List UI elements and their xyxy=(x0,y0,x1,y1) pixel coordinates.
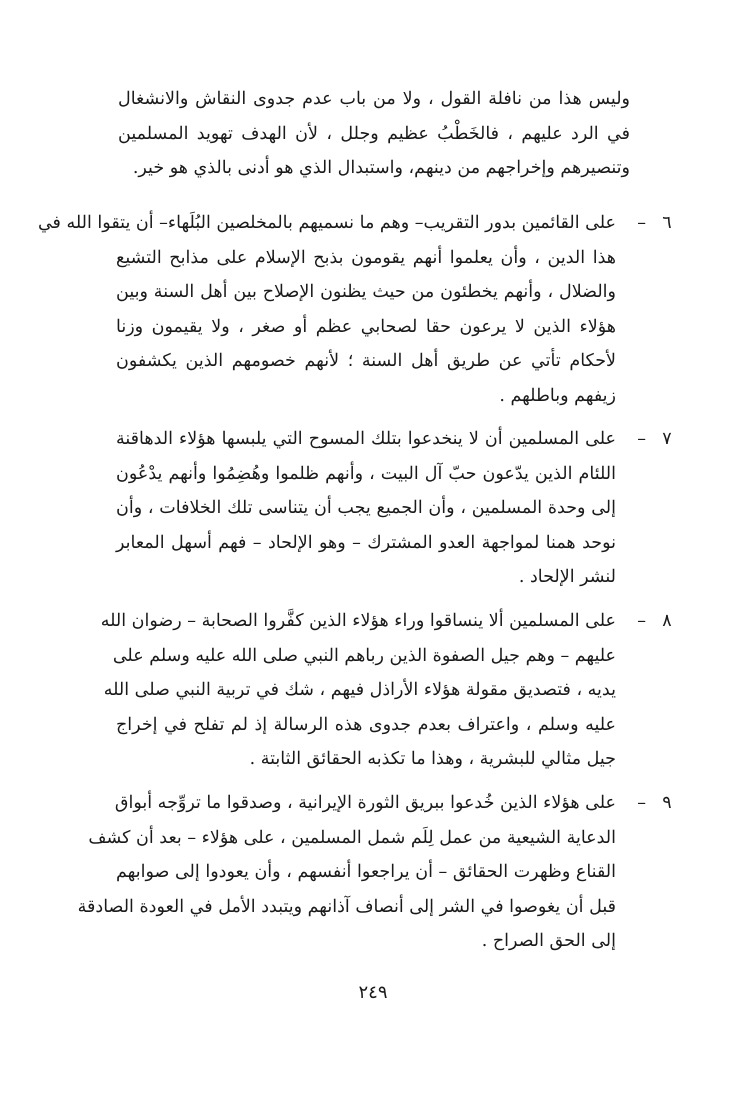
item-line: زيفهم وباطلهم . xyxy=(499,385,616,406)
item-line: إلى الحق الصراح . xyxy=(481,931,616,951)
item-body xyxy=(37,206,616,413)
item-line: اللئام الذين يدّعون حبّ آل البيت ، وأنهم ظلموا وهُضِمُوا وأنهم يدْعُون xyxy=(116,463,616,484)
item-dash: – xyxy=(637,429,646,449)
item-line: عليهم – وهم جيل الصفوة الذين رباهم النبي صلى الله عليه وسلم على xyxy=(112,645,616,666)
item-line: على المسلمين أن لا ينخدعوا بتلك المسوح التي يلبسها هؤلاء الدهاقنة xyxy=(116,429,616,449)
intro-line: وليس هذا من نافلة القول ، ولا من باب عدم جدوى النقاش والانشغال xyxy=(118,89,630,109)
item-body xyxy=(116,422,616,595)
item-dash: – xyxy=(637,793,646,813)
intro-line: في الرد عليهم ، فالخَطْبُ عظيم وجلل ، لأن الهدف تهويد المسلمين xyxy=(118,123,630,144)
item-line: جيل مثالي للبشرية ، وهذا ما تكذبه الحقائق الثابتة . xyxy=(249,749,616,769)
item-number: ٨ xyxy=(662,611,672,631)
item-line: على القائمين بدور التقريب– وهم ما نسميهم بالمخلصين البُلَهاء– أن يتقوا الله في xyxy=(37,213,616,233)
item-line: والضلال ، وأنهم يخطئون من حيث يظنون الإصلاح بين أهل السنة وبين xyxy=(116,282,616,302)
item-line: يديه ، فتصديق مقولة هؤلاء الأراذل فيهم ، شك في تربية النبي صلى الله xyxy=(103,680,616,700)
item-line: على هؤلاء الذين خُدعوا ببريق الثورة الإيرانية ، وصدقوا ما تروِّجه أبواق xyxy=(114,793,616,813)
item-line: إلى وحدة المسلمين ، وأن الجميع يجب أن يتناسى تلك الخلافات ، وأن xyxy=(116,498,616,518)
item-line: الدعاية الشيعية من عمل لِلَم شمل المسلمين ، على هؤلاء – بعد أن كشف xyxy=(88,827,616,848)
intro-line: وتنصيرهم وإخراجهم من دينهم، واستبدال الذي هو أدنى بالذي هو خير. xyxy=(132,158,630,178)
item-body xyxy=(77,786,616,959)
item-body xyxy=(100,604,616,777)
item-number: ٩ xyxy=(662,793,672,813)
item-line: قبل أن يغوصوا في الشر إلى أنصاف آذانهم ويتبدد الأمل في العودة الصادقة xyxy=(77,896,616,917)
item-line: هذا الدين ، وأن يعلموا أنهم يقومون بذبح الإسلام على مذابح التشيع xyxy=(116,247,616,268)
item-line: لأحكام تأتي عن طريق أهل السنة ؛ لأنهم خصومهم الذين يكشفون xyxy=(116,351,616,371)
item-number: ٦ xyxy=(662,213,672,233)
page-number: ٢٤٩ xyxy=(358,982,388,1003)
item-line: عليه وسلم ، واعتراف بعدم جدوى هذه الرسالة إذ لم تفلح في إخراج xyxy=(116,714,616,735)
item-dash: – xyxy=(637,213,646,233)
item-line: نوحد همنا لمواجهة العدو المشترك – وهو الإلحاد – فهم أسهل المعابر xyxy=(116,532,616,553)
intro-paragraph xyxy=(118,82,630,186)
item-line: هؤلاء الذين لا يرعون حقا لصحابي عظم أو صغر ، ولا يقيمون وزنا xyxy=(116,316,616,337)
item-dash: – xyxy=(637,611,646,631)
item-line: القناع وظهرت الحقائق – أن يراجعوا أنفسهم ، وأن يعودوا إلى صوابهم xyxy=(116,862,616,882)
item-line: على المسلمين ألا ينساقوا وراء هؤلاء الذين كفَّروا الصحابة – رضوان الله xyxy=(100,611,616,631)
item-number: ٧ xyxy=(662,429,672,449)
item-line: لنشر الإلحاد . xyxy=(518,567,616,587)
